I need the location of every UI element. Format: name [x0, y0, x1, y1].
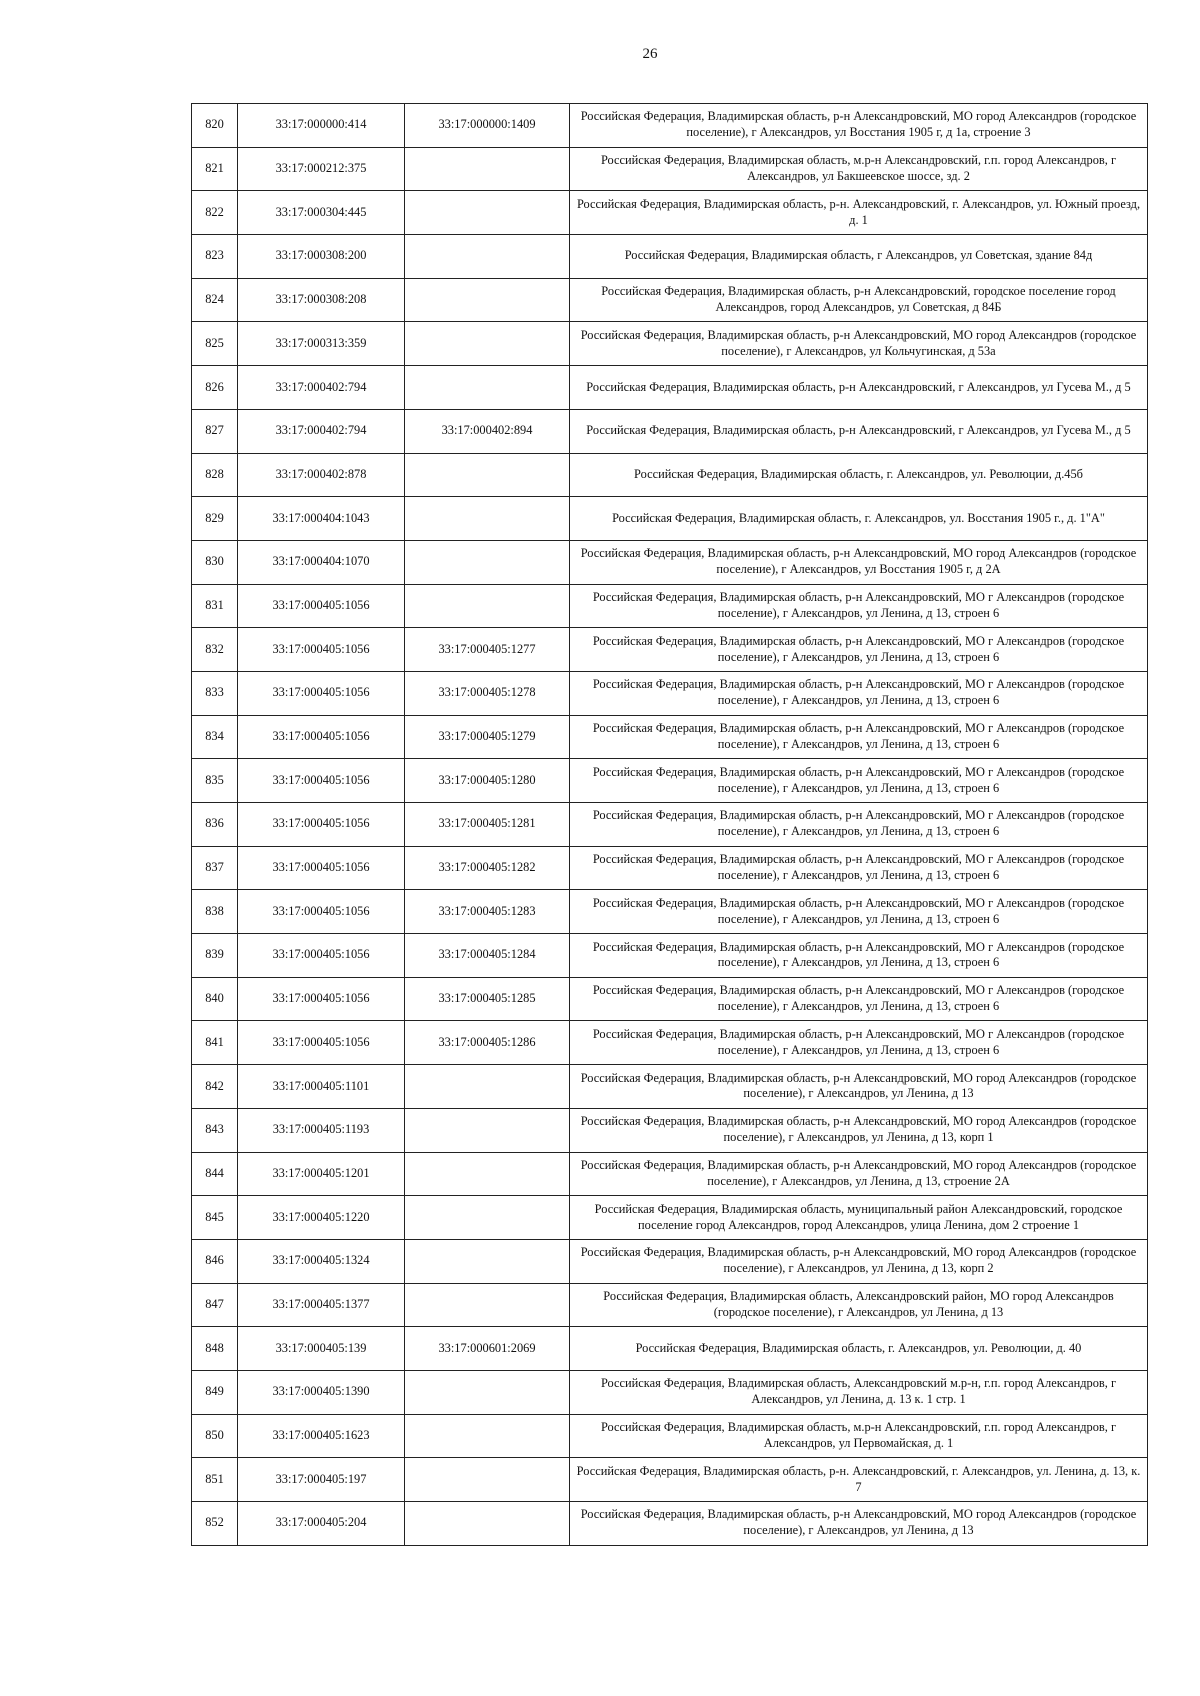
row-number-cell: 837 — [192, 846, 238, 890]
cadastral-number-cell: 33:17:000405:1220 — [238, 1196, 405, 1240]
address-cell: Российская Федерация, Владимирская область, р-н Александровский, МО г Александров (городское поселение), г Александров, ул Ленина, д 13, строен 6 — [570, 977, 1148, 1021]
cadastral-number-cell: 33:17:000405:1056 — [238, 715, 405, 759]
address-cell: Российская Федерация, Владимирская область, р-н Александровский, МО город Александров (городское поселение), г Александров, ул Ленина, д 13 — [570, 1502, 1148, 1546]
address-cell: Российская Федерация, Владимирская область, муниципальный район Александровский, городское поселение город Александров, город Александров, улица Ленина, дом 2 строение 1 — [570, 1196, 1148, 1240]
address-cell: Российская Федерация, Владимирская область, р-н Александровский, МО г Александров (городское поселение), г Александров, ул Ленина, д 13, строен 6 — [570, 1021, 1148, 1065]
address-cell: Российская Федерация, Владимирская область, р-н Александровский, МО город Александров (городское поселение), г Александров, ул Ленина, д 13 — [570, 1065, 1148, 1109]
row-number-cell: 838 — [192, 890, 238, 934]
row-number-cell: 826 — [192, 366, 238, 410]
row-number-cell: 840 — [192, 977, 238, 1021]
parent-cadastral-number-cell — [405, 235, 570, 279]
cadastral-number-cell: 33:17:000405:1056 — [238, 584, 405, 628]
cadastral-number-cell: 33:17:000405:1056 — [238, 890, 405, 934]
row-number-cell: 852 — [192, 1502, 238, 1546]
address-cell: Российская Федерация, Владимирская область, р-н Александровский, МО г Александров (городское поселение), г Александров, ул Ленина, д 13, строен 6 — [570, 934, 1148, 978]
parent-cadastral-number-cell: 33:17:000405:1277 — [405, 628, 570, 672]
table-row — [192, 715, 1148, 759]
row-number-cell: 827 — [192, 409, 238, 453]
parent-cadastral-number-cell: 33:17:000405:1280 — [405, 759, 570, 803]
row-number-cell: 850 — [192, 1414, 238, 1458]
cadastral-number-cell: 33:17:000405:1390 — [238, 1370, 405, 1414]
row-number-cell: 825 — [192, 322, 238, 366]
row-number-cell: 828 — [192, 453, 238, 497]
table-row — [192, 366, 1148, 410]
table-row — [192, 803, 1148, 847]
parent-cadastral-number-cell — [405, 453, 570, 497]
table-row — [192, 1065, 1148, 1109]
cadastral-number-cell: 33:17:000405:1056 — [238, 803, 405, 847]
parent-cadastral-number-cell — [405, 1370, 570, 1414]
address-cell: Российская Федерация, Владимирская область, р-н Александровский, МО город Александров (городское поселение), г Александров, ул Восстания 1905 г, д 1а, строение 3 — [570, 104, 1148, 148]
property-registry-table — [191, 103, 1148, 1546]
parent-cadastral-number-cell — [405, 1065, 570, 1109]
row-number-cell: 844 — [192, 1152, 238, 1196]
cadastral-number-cell: 33:17:000212:375 — [238, 147, 405, 191]
row-number-cell: 822 — [192, 191, 238, 235]
row-number-cell: 835 — [192, 759, 238, 803]
table-row — [192, 278, 1148, 322]
cadastral-number-cell: 33:17:000405:1056 — [238, 1021, 405, 1065]
parent-cadastral-number-cell — [405, 191, 570, 235]
row-number-cell: 839 — [192, 934, 238, 978]
parent-cadastral-number-cell — [405, 1196, 570, 1240]
row-number-cell: 834 — [192, 715, 238, 759]
table-body — [192, 104, 1148, 1546]
parent-cadastral-number-cell — [405, 1283, 570, 1327]
table-row — [192, 1283, 1148, 1327]
address-cell: Российская Федерация, Владимирская область, р-н Александровский, МО г Александров (городское поселение), г Александров, ул Ленина, д 13, строен 6 — [570, 715, 1148, 759]
parent-cadastral-number-cell: 33:17:000000:1409 — [405, 104, 570, 148]
parent-cadastral-number-cell — [405, 1152, 570, 1196]
cadastral-number-cell: 33:17:000405:1623 — [238, 1414, 405, 1458]
table-row — [192, 1327, 1148, 1371]
table-row — [192, 1502, 1148, 1546]
cadastral-number-cell: 33:17:000405:1193 — [238, 1108, 405, 1152]
cadastral-number-cell: 33:17:000405:1324 — [238, 1239, 405, 1283]
table-row — [192, 1370, 1148, 1414]
table-row — [192, 584, 1148, 628]
address-cell: Российская Федерация, Владимирская область, р-н. Александровский, г. Александров, ул. Ленина, д. 13, к. 7 — [570, 1458, 1148, 1502]
table-row — [192, 934, 1148, 978]
row-number-cell: 851 — [192, 1458, 238, 1502]
address-cell: Российская Федерация, Владимирская область, р-н Александровский, г Александров, ул Гусева М., д 5 — [570, 366, 1148, 410]
table-row — [192, 1414, 1148, 1458]
cadastral-number-cell: 33:17:000405:1377 — [238, 1283, 405, 1327]
address-cell: Российская Федерация, Владимирская область, р-н Александровский, МО город Александров (городское поселение), г Александров, ул Ленина, д 13, строение 2А — [570, 1152, 1148, 1196]
cadastral-number-cell: 33:17:000404:1070 — [238, 540, 405, 584]
address-cell: Российская Федерация, Владимирская область, р-н Александровский, городское поселение город Александров, город Александров, ул Советская, д 84Б — [570, 278, 1148, 322]
cadastral-number-cell: 33:17:000405:1056 — [238, 934, 405, 978]
address-cell: Российская Федерация, Владимирская область, г Александров, ул Советская, здание 84д — [570, 235, 1148, 279]
row-number-cell: 847 — [192, 1283, 238, 1327]
cadastral-number-cell: 33:17:000405:1056 — [238, 977, 405, 1021]
parent-cadastral-number-cell — [405, 1108, 570, 1152]
address-cell: Российская Федерация, Владимирская область, р-н Александровский, МО город Александров (городское поселение), г Александров, ул Кольчугинская, д 53а — [570, 322, 1148, 366]
row-number-cell: 841 — [192, 1021, 238, 1065]
cadastral-number-cell: 33:17:000404:1043 — [238, 497, 405, 541]
parent-cadastral-number-cell — [405, 584, 570, 628]
page-number: 26 — [642, 46, 658, 62]
parent-cadastral-number-cell: 33:17:000405:1278 — [405, 671, 570, 715]
address-cell: Российская Федерация, Владимирская область, р-н Александровский, МО г Александров (городское поселение), г Александров, ул Ленина, д 13, строен 6 — [570, 584, 1148, 628]
table-row — [192, 1108, 1148, 1152]
table-row — [192, 1239, 1148, 1283]
row-number-cell: 832 — [192, 628, 238, 672]
row-number-cell: 830 — [192, 540, 238, 584]
table-row — [192, 409, 1148, 453]
parent-cadastral-number-cell: 33:17:000402:894 — [405, 409, 570, 453]
cadastral-number-cell: 33:17:000000:414 — [238, 104, 405, 148]
cadastral-number-cell: 33:17:000405:1056 — [238, 759, 405, 803]
table-row — [192, 540, 1148, 584]
table-row — [192, 1021, 1148, 1065]
cadastral-number-cell: 33:17:000405:1056 — [238, 628, 405, 672]
table-row — [192, 104, 1148, 148]
cadastral-number-cell: 33:17:000308:208 — [238, 278, 405, 322]
row-number-cell: 848 — [192, 1327, 238, 1371]
cadastral-number-cell: 33:17:000308:200 — [238, 235, 405, 279]
row-number-cell: 829 — [192, 497, 238, 541]
table-row — [192, 147, 1148, 191]
address-cell: Российская Федерация, Владимирская область, Александровский м.р-н, г.п. город Александров, г Александров, ул Ленина, д. 13 к. 1 стр. 1 — [570, 1370, 1148, 1414]
address-cell: Российская Федерация, Владимирская область, р-н Александровский, МО г Александров (городское поселение), г Александров, ул Ленина, д 13, строен 6 — [570, 890, 1148, 934]
parent-cadastral-number-cell — [405, 278, 570, 322]
parent-cadastral-number-cell: 33:17:000405:1285 — [405, 977, 570, 1021]
parent-cadastral-number-cell — [405, 1458, 570, 1502]
row-number-cell: 824 — [192, 278, 238, 322]
table-row — [192, 191, 1148, 235]
table-row — [192, 671, 1148, 715]
address-cell: Российская Федерация, Владимирская область, р-н. Александровский, г. Александров, ул. Южный проезд, д. 1 — [570, 191, 1148, 235]
cadastral-number-cell: 33:17:000402:794 — [238, 366, 405, 410]
row-number-cell: 820 — [192, 104, 238, 148]
row-number-cell: 842 — [192, 1065, 238, 1109]
table-row — [192, 1152, 1148, 1196]
parent-cadastral-number-cell — [405, 1502, 570, 1546]
row-number-cell: 823 — [192, 235, 238, 279]
address-cell: Российская Федерация, Владимирская область, р-н Александровский, МО г Александров (городское поселение), г Александров, ул Ленина, д 13, строен 6 — [570, 671, 1148, 715]
parent-cadastral-number-cell — [405, 322, 570, 366]
address-cell: Российская Федерация, Владимирская область, р-н Александровский, МО г Александров (городское поселение), г Александров, ул Ленина, д 13, строен 6 — [570, 759, 1148, 803]
cadastral-number-cell: 33:17:000405:204 — [238, 1502, 405, 1546]
parent-cadastral-number-cell — [405, 540, 570, 584]
address-cell: Российская Федерация, Владимирская область, р-н Александровский, МО г Александров (городское поселение), г Александров, ул Ленина, д 13, строен 6 — [570, 846, 1148, 890]
row-number-cell: 821 — [192, 147, 238, 191]
address-cell: Российская Федерация, Владимирская область, р-н Александровский, МО город Александров (городское поселение), г Александров, ул Ленина, д 13, корп 2 — [570, 1239, 1148, 1283]
address-cell: Российская Федерация, Владимирская область, Александровский район, МО город Александров (городское поселение), г Александров, ул Ленина, д 13 — [570, 1283, 1148, 1327]
table-row — [192, 890, 1148, 934]
row-number-cell: 843 — [192, 1108, 238, 1152]
row-number-cell: 836 — [192, 803, 238, 847]
row-number-cell: 845 — [192, 1196, 238, 1240]
cadastral-number-cell: 33:17:000402:794 — [238, 409, 405, 453]
cadastral-number-cell: 33:17:000405:1101 — [238, 1065, 405, 1109]
table-row — [192, 453, 1148, 497]
address-cell: Российская Федерация, Владимирская область, р-н Александровский, МО г Александров (городское поселение), г Александров, ул Ленина, д 13, строен 6 — [570, 628, 1148, 672]
address-cell: Российская Федерация, Владимирская область, г. Александров, ул. Революции, д.45б — [570, 453, 1148, 497]
cadastral-number-cell: 33:17:000405:197 — [238, 1458, 405, 1502]
cadastral-number-cell: 33:17:000304:445 — [238, 191, 405, 235]
parent-cadastral-number-cell: 33:17:000405:1279 — [405, 715, 570, 759]
parent-cadastral-number-cell: 33:17:000601:2069 — [405, 1327, 570, 1371]
cadastral-number-cell: 33:17:000405:1056 — [238, 671, 405, 715]
address-cell: Российская Федерация, Владимирская область, м.р-н Александровский, г.п. город Александров, г Александров, ул Первомайская, д. 1 — [570, 1414, 1148, 1458]
cadastral-number-cell: 33:17:000405:1056 — [238, 846, 405, 890]
parent-cadastral-number-cell: 33:17:000405:1286 — [405, 1021, 570, 1065]
address-cell: Российская Федерация, Владимирская область, р-н Александровский, МО город Александров (городское поселение), г Александров, ул Ленина, д 13, корп 1 — [570, 1108, 1148, 1152]
table-row — [192, 497, 1148, 541]
parent-cadastral-number-cell: 33:17:000405:1281 — [405, 803, 570, 847]
row-number-cell: 849 — [192, 1370, 238, 1414]
parent-cadastral-number-cell — [405, 1414, 570, 1458]
address-cell: Российская Федерация, Владимирская область, р-н Александровский, МО город Александров (городское поселение), г Александров, ул Восстания 1905 г, д 2А — [570, 540, 1148, 584]
parent-cadastral-number-cell — [405, 1239, 570, 1283]
cadastral-number-cell: 33:17:000405:1201 — [238, 1152, 405, 1196]
table-row — [192, 1458, 1148, 1502]
table-row — [192, 977, 1148, 1021]
table-row — [192, 235, 1148, 279]
parent-cadastral-number-cell: 33:17:000405:1283 — [405, 890, 570, 934]
row-number-cell: 846 — [192, 1239, 238, 1283]
address-cell: Российская Федерация, Владимирская область, г. Александров, ул. Восстания 1905 г., д. 1"А" — [570, 497, 1148, 541]
cadastral-number-cell: 33:17:000313:359 — [238, 322, 405, 366]
address-cell: Российская Федерация, Владимирская область, р-н Александровский, МО г Александров (городское поселение), г Александров, ул Ленина, д 13, строен 6 — [570, 803, 1148, 847]
cadastral-number-cell: 33:17:000402:878 — [238, 453, 405, 497]
table-row — [192, 628, 1148, 672]
table-row — [192, 1196, 1148, 1240]
address-cell: Российская Федерация, Владимирская область, г. Александров, ул. Революции, д. 40 — [570, 1327, 1148, 1371]
table-row — [192, 846, 1148, 890]
parent-cadastral-number-cell — [405, 366, 570, 410]
table-row — [192, 322, 1148, 366]
parent-cadastral-number-cell: 33:17:000405:1282 — [405, 846, 570, 890]
address-cell: Российская Федерация, Владимирская область, м.р-н Александровский, г.п. город Александров, г Александров, ул Бакшеевское шоссе, зд. 2 — [570, 147, 1148, 191]
parent-cadastral-number-cell: 33:17:000405:1284 — [405, 934, 570, 978]
cadastral-number-cell: 33:17:000405:139 — [238, 1327, 405, 1371]
row-number-cell: 833 — [192, 671, 238, 715]
table-row — [192, 759, 1148, 803]
row-number-cell: 831 — [192, 584, 238, 628]
parent-cadastral-number-cell — [405, 497, 570, 541]
address-cell: Российская Федерация, Владимирская область, р-н Александровский, г Александров, ул Гусева М., д 5 — [570, 409, 1148, 453]
parent-cadastral-number-cell — [405, 147, 570, 191]
